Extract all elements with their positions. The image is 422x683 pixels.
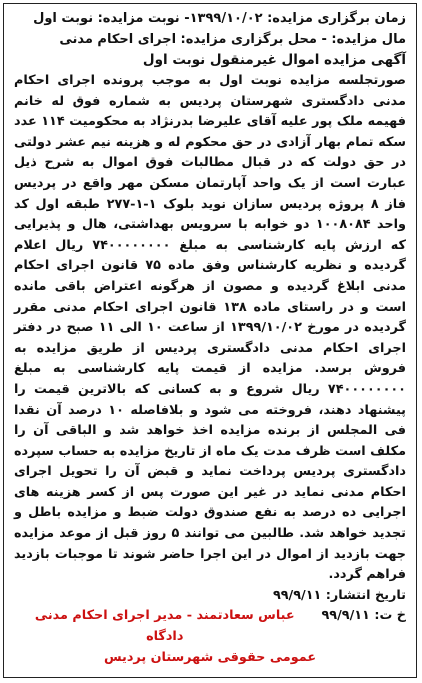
notice-document <box>14 8 406 668</box>
signer-line-2: عمومی حقوقی شهرستان پردیس <box>103 649 317 665</box>
signature-code-date: خ ت: ۹۹/۹/۱۱ <box>321 608 406 624</box>
notice-title: آگهی مزایده اموال غیرمنقول نوبت اول <box>142 52 406 68</box>
signer-line-1: عباس سعادتمند - مدیر اجرای احکام مدنی دادگاه <box>34 608 295 645</box>
auction-property-line: مال مزایده: - محل برگزاری مزایده: اجرای احکام مدنی <box>59 32 406 47</box>
publish-date: تاریخ انتشار: ۹۹/۹/۱۱ <box>272 587 406 603</box>
signature-block <box>14 606 406 647</box>
notice-body: صورتجلسه مزایده نوبت اول به موجب پرونده اجرای احکام مدنی دادگستری شهرستان پردیس به شماره فوق له خانم فهیمه ملک پور علیه آقای علیرضا بدرنژاد به محکومیت ۱۱۴ عدد سکه تمام بهار آزادی در حق محکوم له و هزینه نیم عشر دولتی در حق دولت که در قبال مطالبات فوق اموال به شرح ذیل عبارت است از یک واحد آپارتمان مسکن مهر واقع در پردیس فاز ۸ پروژه پردیس سازان نوید بلوک ۱-۱-۲۷۷ طبقه اول کد واحد ۱۰۰۸۰۸۴ دو خوابه با سرویس بهداشتی، هال و پذیرایی که ارزش پایه کارشناسی به مبلغ ۷۴۰۰۰۰۰۰۰۰ ریال اعلام گردیده و نظریه کارشناس وفق ماده ۷۵ قانون اجرای احکام مدنی ابلاغ گردیده و مصون از هرگونه اعتراض باقی مانده است و در راستای ماده ۱۳۸ قانون اجرای احکام مدنی مقرر گردیده در مورخ ۱۳۹۹/۱۰/۰۲ از ساعت ۱۰ الی ۱۱ صبح در دفتر اجرای احکام مدنی دادگستری پردیس از طریق مزایده به فروش برسد. مزایده از قیمت پایه کارشناسی به مبلغ ۷۴۰۰۰۰۰۰۰۰ ریال شروع و به کسانی که بالاترین قیمت را پیشنهاد دهند، فروخته می شود و بلافاصله ۱۰ درصد آن نقدا فی المجلس از برنده مزایده اخذ خواهد شد و الباقی آن را مکلف است ظرف مدت یک ماه از تاریخ مزایده به حساب سپرده دادگستری پردیس پرداخت نماید و قبض آن را تحویل اجرای احکام مدنی نماید در غیر این صورت پس از کسر هزینه های اجرایی ده درصد به نفع صندوق دولت ضبط و مزایده باطل و تجدید خواهد شد. طالبین می توانند ۵ روز قبل از موعد مزایده جهت بازدید از اموال در این اجرا حاضر شوند تا موجبات بازدید فراهم گردد. <box>14 73 407 583</box>
notice-frame <box>3 3 417 678</box>
auction-time-line: زمان برگزاری مزایده: ۱۳۹۹/۱۰/۰۲- نوبت مزایده: نوبت اول <box>33 11 406 26</box>
